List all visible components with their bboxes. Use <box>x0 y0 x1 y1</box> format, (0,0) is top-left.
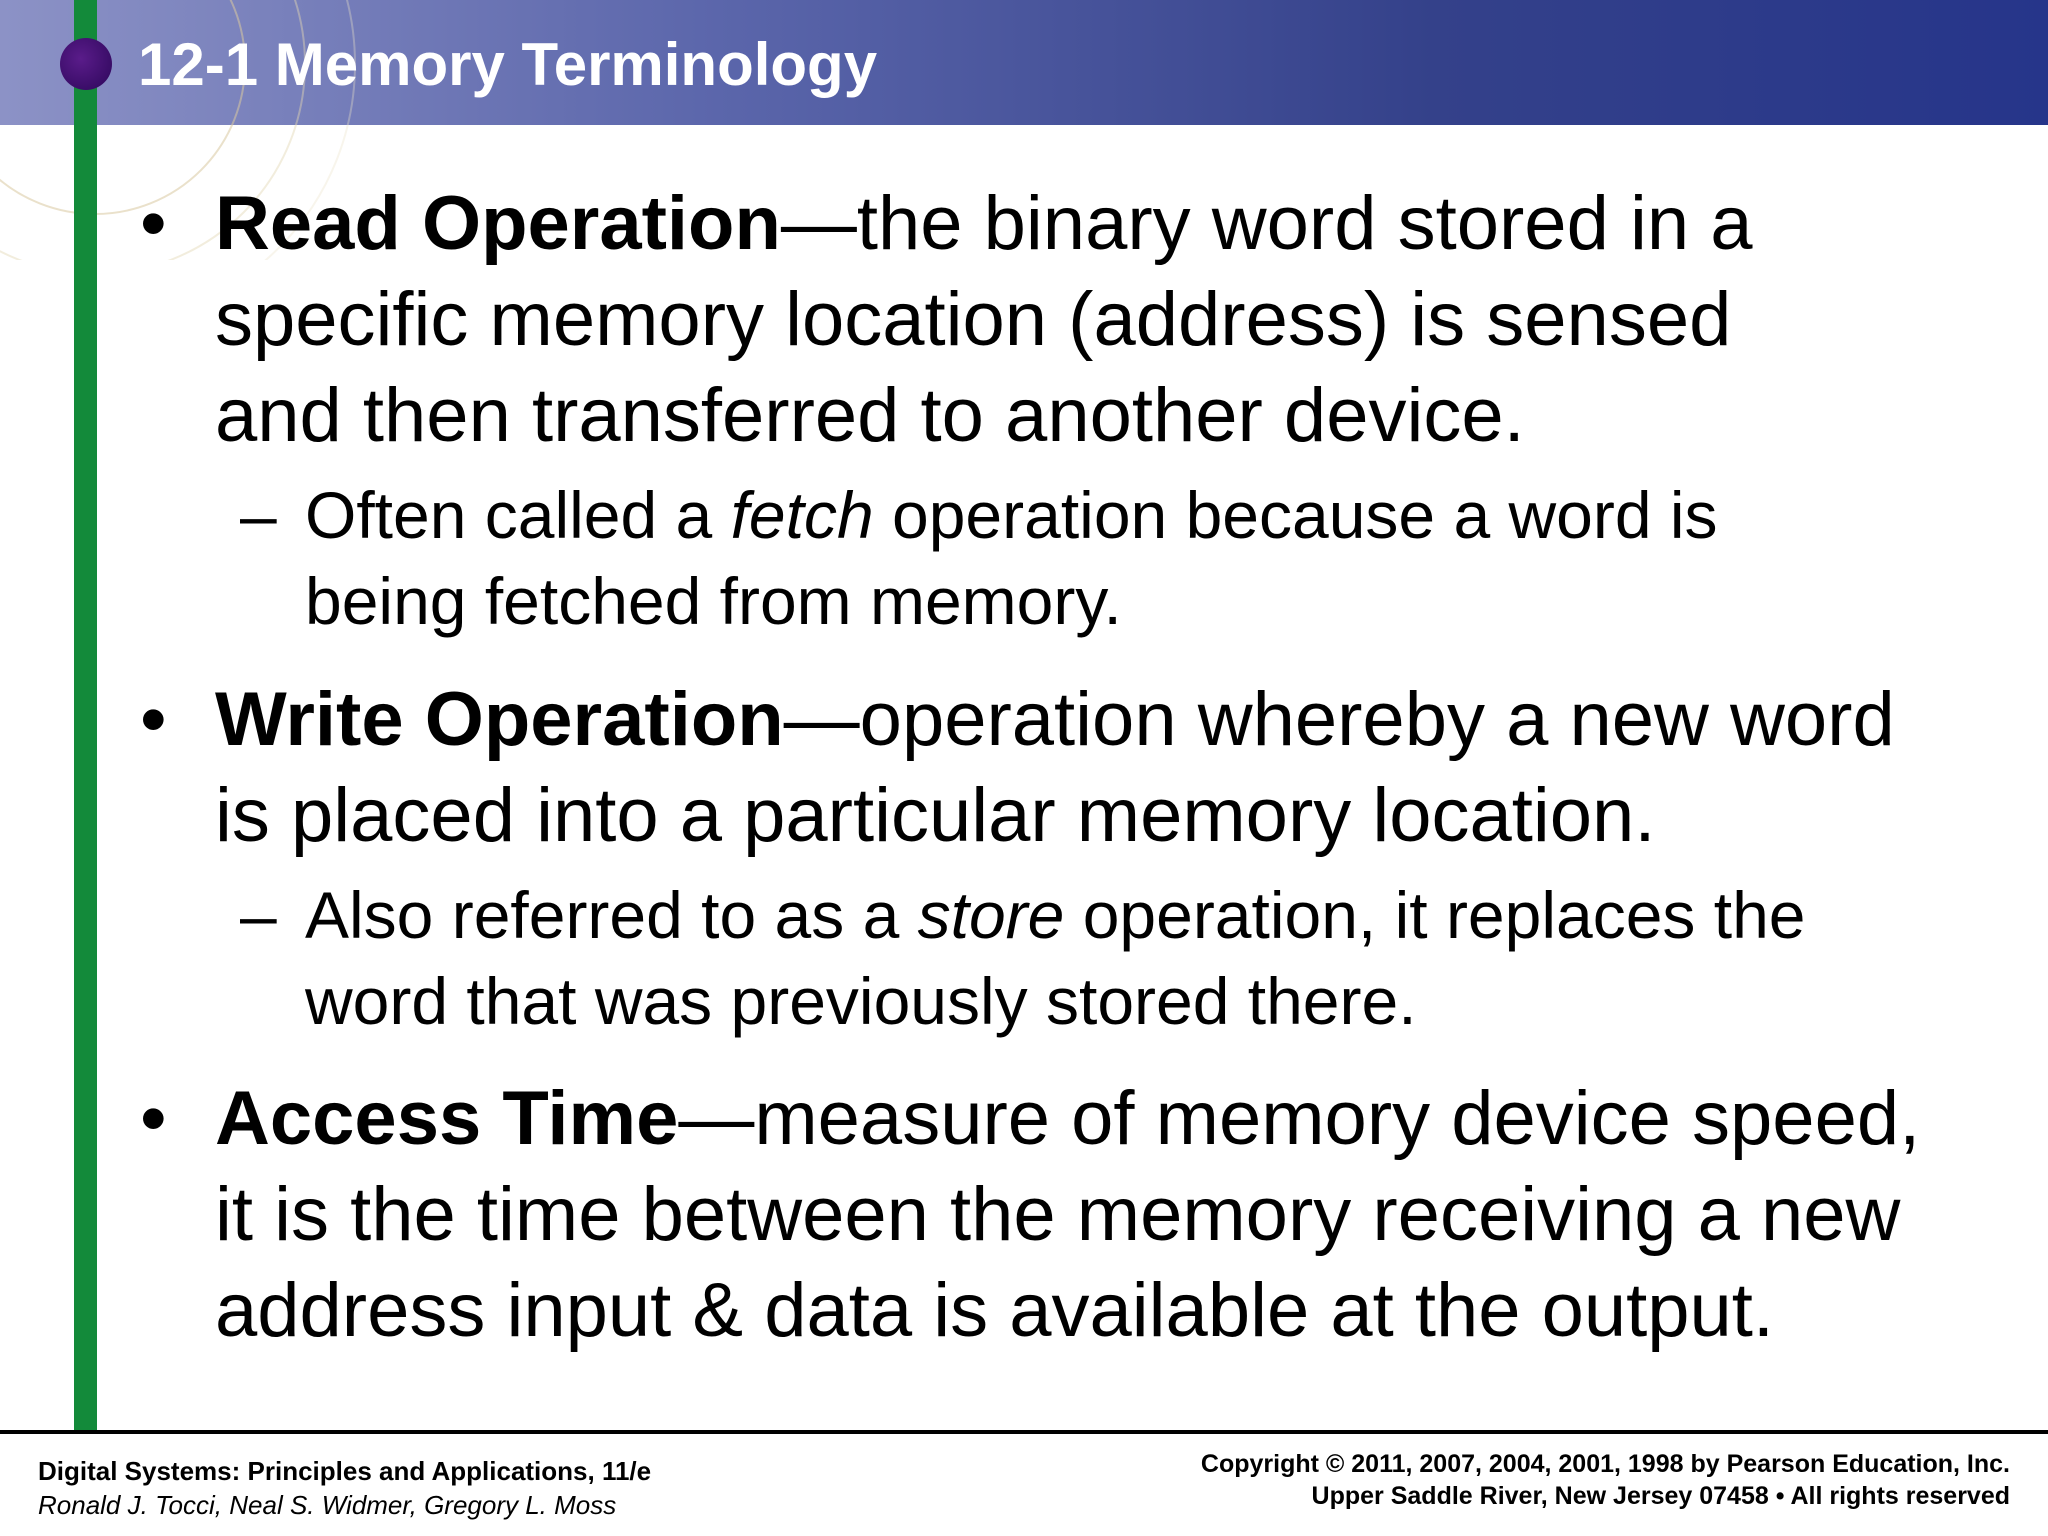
definition-line: and then transferred to another device. <box>215 373 1525 458</box>
definition-line: is placed into a particular memory location. <box>215 773 1656 858</box>
slide-title: 12-1 Memory Terminology <box>138 31 878 98</box>
publisher-line: Upper Saddle River, New Jersey 07458 • All rights reserved <box>1311 1482 2010 1510</box>
footer-divider <box>0 1430 2048 1434</box>
copyright-line: Copyright © 2011, 2007, 2004, 2001, 1998 by Pearson Education, Inc. <box>1200 1450 2010 1478</box>
note-keyword: store <box>917 878 1065 952</box>
book-authors: Ronald J. Tocci, Neal S. Widmer, Gregory L. Moss <box>38 1490 617 1520</box>
title-bullet-icon <box>60 38 112 90</box>
definition-line: —the binary word stored in a <box>780 181 1753 266</box>
definition-line: —measure of memory device speed, <box>678 1076 1921 1161</box>
note-text: Often called a <box>305 478 731 552</box>
dash-icon: – <box>240 878 277 952</box>
definition-line: it is the time between the memory receiving a new <box>215 1172 1901 1257</box>
note-text: operation, it replaces the <box>1064 878 1806 952</box>
bullet-icon: • <box>140 677 167 762</box>
bullet-icon: • <box>140 181 167 266</box>
note-text: operation because a word is <box>873 478 1718 552</box>
write-operation-item <box>215 672 2005 864</box>
definition-line: address input & data is available at the output. <box>215 1268 1775 1353</box>
write-operation-note <box>305 872 2005 1044</box>
dash-icon: – <box>240 478 277 552</box>
accent-bar <box>74 0 97 1432</box>
read-operation-note <box>305 472 2005 644</box>
access-time-item <box>215 1071 2005 1359</box>
term-write-operation: Write Operation <box>215 677 784 762</box>
footer-book-info <box>38 1454 651 1522</box>
note-text: being fetched from memory. <box>305 564 1122 638</box>
definition-line: specific memory location (address) is sensed <box>215 277 1732 362</box>
note-text: Also referred to as a <box>305 878 918 952</box>
definition-line: —operation whereby a new word <box>783 677 1895 762</box>
term-read-operation: Read Operation <box>215 181 781 266</box>
book-title: Digital Systems: Principles and Applications, 11/e <box>38 1456 652 1486</box>
read-operation-item <box>215 176 2005 464</box>
term-access-time: Access Time <box>215 1076 679 1161</box>
note-text: word that was previously stored there. <box>305 964 1417 1038</box>
bullet-icon: • <box>140 1076 167 1161</box>
footer-copyright <box>1201 1448 2010 1512</box>
note-keyword: fetch <box>730 478 874 552</box>
